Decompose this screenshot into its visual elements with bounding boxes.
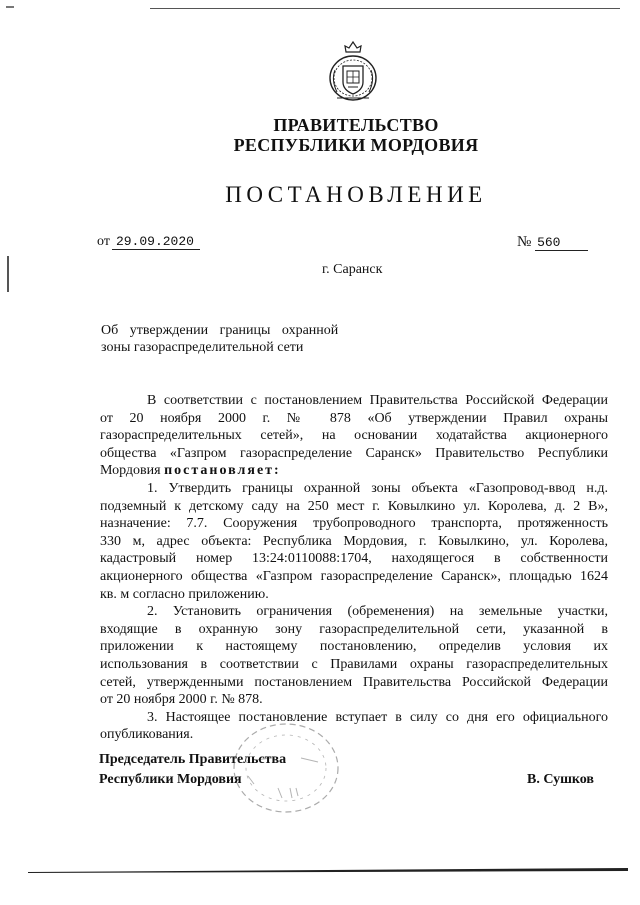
signature-block	[99, 750, 604, 790]
document-body	[100, 392, 608, 744]
resolution-verb: постановляет:	[164, 463, 281, 479]
coat-of-arms-icon	[327, 40, 379, 102]
body-text-fragment: Мордовия	[100, 463, 165, 479]
body-line: акционерного общества «Газпром газораспределение Саранск», площадью 1624	[100, 568, 608, 584]
body-line: 3. Настоящее постановление вступает в силу со дня его официального	[147, 709, 608, 725]
scan-bottom-line	[28, 868, 628, 873]
body-line: кв. м согласно приложению.	[100, 586, 269, 602]
number-prefix: №	[517, 234, 532, 250]
document-date	[97, 234, 200, 250]
scan-top-line	[150, 8, 620, 9]
date-value: 29.09.2020	[112, 234, 200, 250]
position-line: Республики Мордовия	[99, 772, 242, 787]
body-line: 330 м, адрес объекта: Республика Мордовия, г. Ковылкино, ул. Королева,	[100, 533, 608, 549]
document-type: ПОСТАНОВЛЕНИЕ	[225, 182, 487, 207]
scan-left-mark	[7, 256, 9, 292]
scan-mark	[6, 6, 14, 8]
body-line: В соответствии с постановлением Правительства Российской Федерации	[147, 393, 608, 408]
body-line: от 20 ноября 2000 г. № 878.	[100, 692, 263, 708]
body-line: общества «Газпром газораспределение Саранск» Правительство Республики	[100, 445, 608, 461]
body-line: подземный к детскому саду на 250 мест г. Ковылкино ул. Королева, д. 2 В»,	[100, 498, 608, 514]
body-line: использования в соответствии с Правилами охраны газораспределительных	[100, 656, 608, 672]
signatory-name: В. Сушков	[526, 772, 594, 787]
body-line: газораспределительных сетей», на основании ходатайства акционерного	[100, 428, 608, 444]
body-line	[100, 462, 608, 480]
body-line: приложении к настоящему постановлению, определив условия их	[100, 639, 608, 655]
body-line: назначение: 7.7. Сооружения трубопроводного транспорта, протяженность	[100, 516, 608, 532]
document-number	[517, 234, 588, 251]
subject-line: Об утверждении границы охранной	[101, 323, 339, 338]
body-line: от 20 ноября 2000 г. № 878 «Об утверждении Правил охраны	[100, 410, 608, 426]
document-subject	[101, 322, 361, 356]
body-line: сетей, утвержденными постановлением Правительства Российской Федерации	[100, 674, 608, 690]
body-line: кадастровый номер 13:24:0110088:1704, находящегося в собственности	[100, 551, 608, 567]
subject-line: зоны газораспределительной сети	[101, 340, 304, 355]
body-line: опубликования.	[100, 727, 194, 743]
body-line: 2. Установить ограничения (обременения) на земельные участки,	[147, 604, 608, 620]
government-title-line2: РЕСПУБЛИКИ МОРДОВИЯ	[233, 135, 479, 155]
number-value: 560	[535, 235, 588, 251]
government-title-line1: ПРАВИТЕЛЬСТВО	[273, 115, 439, 135]
body-line: входящие в охранную зону газораспределительной сети, указанной в	[100, 621, 608, 637]
position-line: Председатель Правительства	[99, 752, 287, 767]
body-line: 1. Утвердить границы охранной зоны объекта «Газопровод-ввод н.д.	[147, 480, 608, 496]
date-prefix: от	[97, 234, 110, 249]
city: г. Саранск	[322, 262, 383, 277]
